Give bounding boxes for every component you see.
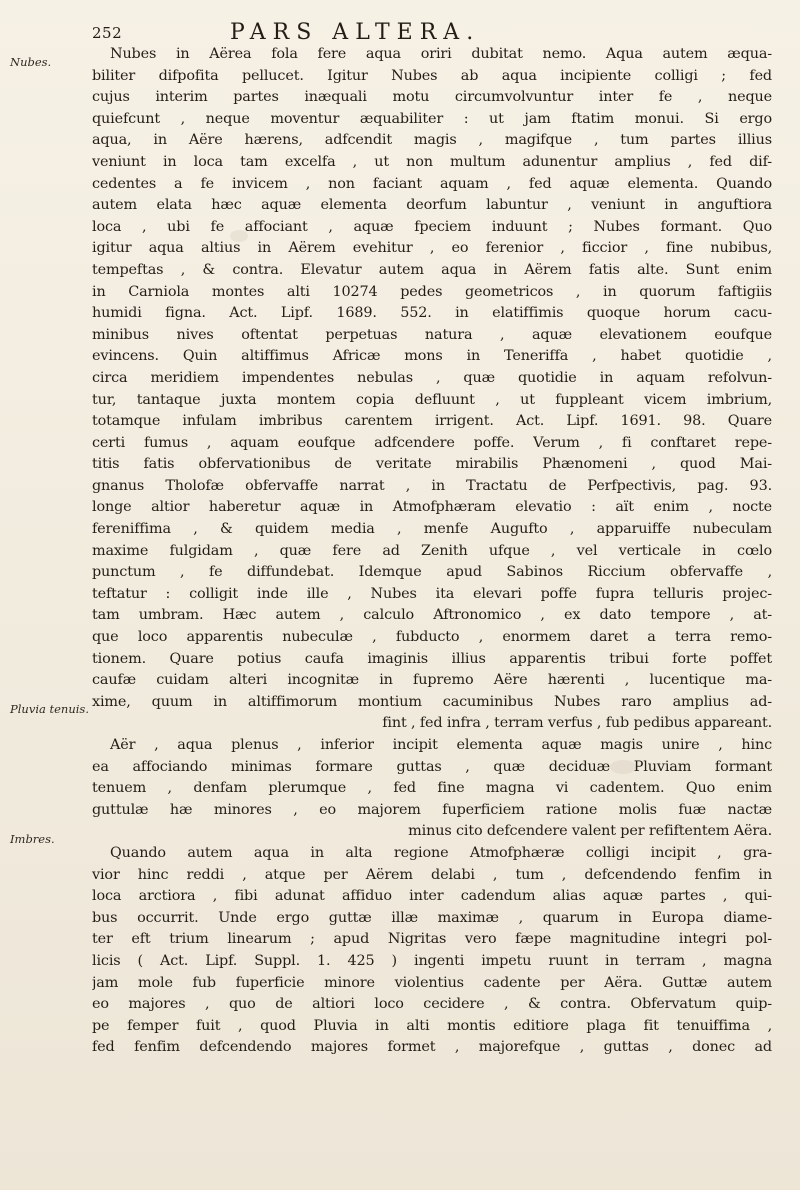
text-line: certi fumus , aquam eoufque adfcendere poffe. Verum , fi conftaret repe- <box>92 434 772 451</box>
text-line: jam mole fub fuperficie minore violentius cadente per Aëra. Guttæ autem <box>92 974 772 991</box>
text-line: tionem. Quare potius caufa imaginis illius apparentis tribui forte poffet <box>92 650 772 667</box>
margin-note-pluvia-tenuis: Pluvia tenuis. <box>10 702 89 716</box>
text-line: guttulæ hæ minores , eo majorem fuperficiem ratione molis fuæ nactæ <box>92 801 772 818</box>
text-line: totamque infulam imbribus carentem irrigent. Act. Lipf. 1691. 98. Quare <box>92 413 772 430</box>
text-line: bus occurrit. Unde ergo guttæ illæ maximæ , quarum in Europa diame- <box>92 909 772 926</box>
text-line: tam umbram. Hæc autem , calculo Aftronomico , ex dato tempore , at- <box>92 607 772 624</box>
text-line: ter eft trium linearum ; apud Nigritas vero fæpe magnitudine integri pol- <box>92 931 772 948</box>
text-line: igitur aqua altius in Aërem evehitur , eo ferenior , ficcior , fine nubibus, <box>92 240 772 257</box>
text-line: evincens. Quin altiffimus Africæ mons in Teneriffa , habet quotidie , <box>92 348 772 365</box>
text-line: gnanus Tholofæ obfervaffe narrat , in Tractatu de Perfpectivis, pag. 93. <box>92 477 772 494</box>
text-line: titis fatis obfervationibus de veritate mirabilis Phænomeni , quod Mai- <box>92 456 772 473</box>
text-line: fint , fed infra , terram verfus , fub pedibus appareant. <box>382 715 772 732</box>
text-line: que loco apparentis nubeculæ , fubducto , enormem daret a terra remo- <box>92 629 772 646</box>
text-line: minus cito defcendere valent per refiftentem Aëra. <box>408 823 772 840</box>
text-line: biliter difpofita pellucet. Igitur Nubes ab aqua incipiente colligi ; fed <box>92 67 772 84</box>
text-line: vior hinc reddi , atque per Aërem delabi , tum , defcendendo fenfim in <box>92 866 772 883</box>
text-line: cujus interim partes inæquali motu circumvolvuntur inter fe , neque <box>92 89 772 106</box>
text-line: Quando autem aqua in alta regione Atmofphæræ colligi incipit , gra- <box>110 844 772 861</box>
text-line: loca arctiora , fibi adunat affiduo inter cadendum alias aquæ partes , qui- <box>92 888 772 905</box>
text-line: fereniffima , & quidem media , menfe Augufto , apparuiffe nubeculam <box>92 521 772 538</box>
margin-note-nubes: Nubes. <box>10 55 52 69</box>
text-line: minibus nives oftentat perpetuas natura , aquæ elevationem eoufque <box>92 326 772 343</box>
text-line: teftatur : colligit inde ille , Nubes ita elevari poffe fupra telluris projec- <box>92 585 772 602</box>
running-title: PARS ALTERA. <box>230 20 481 45</box>
text-line: quiefcunt , neque moventur æquabiliter : ut jam ftatim monui. Si ergo <box>92 110 772 127</box>
text-line: humidi figna. Act. Lipf. 1689. 552. in elatiffimis quoque horum cacu- <box>92 305 772 322</box>
text-line: loca , ubi fe affociant , aquæ fpeciem induunt ; Nubes formant. Quo <box>92 218 772 235</box>
text-line: circa meridiem impendentes nebulas , quæ quotidie in aquam refolvun- <box>92 369 772 386</box>
text-line: longe altior haberetur aquæ in Atmofphæram elevatio : aït enim , nocte <box>92 499 772 516</box>
text-line: xime, quum in altiffimorum montium cacuminibus Nubes raro amplius ad- <box>92 693 772 710</box>
page-number: 252 <box>92 24 123 42</box>
text-line: tempeftas , & contra. Elevatur autem aqua in Aërem fatis alte. Sunt enim <box>92 261 772 278</box>
text-line: Aër , aqua plenus , inferior incipit elementa aquæ magis unire , hinc <box>110 737 772 753</box>
text-line: punctum , fe diffundebat. Idemque apud Sabinos Riccium obfervaffe , <box>92 564 772 581</box>
text-line: licis ( Act. Lipf. Suppl. 1. 425 ) ingenti impetu ruunt in terram , magna <box>92 952 772 969</box>
text-line: aqua, in Aëre hærens, adfcendit magis , magifque , tum partes illius <box>92 132 772 149</box>
text-line: veniunt in loca tam excelfa , ut non multum adunentur amplius , fed dif- <box>92 153 772 170</box>
body-text <box>92 44 772 1059</box>
text-line: fed fenfim defcendendo majores formet , majorefque , guttas , donec ad <box>92 1039 772 1056</box>
text-line: maxime fulgidam , quæ fere ad Zenith ufque , vel verticale in cœlo <box>92 542 772 559</box>
text-line: tur, tantaque juxta montem copia defluunt , ut fuppleant vicem imbrium, <box>92 391 772 408</box>
margin-note-imbres: Imbres. <box>10 832 55 846</box>
text-line: autem elata hæc aquæ elementa deorfum labuntur , veniunt in anguftiora <box>92 197 772 214</box>
text-line: pe femper fuit , quod Pluvia in alti montis editiore plaga fit tenuiffima , <box>92 1017 772 1034</box>
text-line: tenuem , denfam plerumque , fed fine magna vi cadentem. Quo enim <box>92 780 772 797</box>
text-line: ea affociando minimas formare guttas , quæ deciduæ Pluviam formant <box>92 758 772 775</box>
text-line: caufæ cuidam alteri incognitæ in fupremo Aëre hærenti , lucentique ma- <box>92 672 772 689</box>
text-line: cedentes a fe invicem , non faciant aquam , fed aquæ elementa. Quando <box>92 175 772 192</box>
text-line: in Carniola montes alti 10274 pedes geometricos , in quorum faftigiis <box>92 283 772 300</box>
text-line: eo majores , quo de altiori loco cecidere , & contra. Obfervatum quip- <box>92 996 772 1013</box>
text-line: Nubes in Aërea fola fere aqua oriri dubitat nemo. Aqua autem æqua- <box>110 46 772 62</box>
